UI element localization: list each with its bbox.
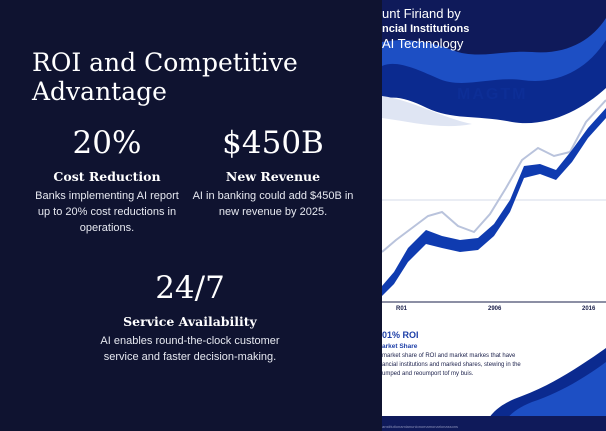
image-header-line: AI Technology: [382, 36, 464, 51]
caption-line: ancial institutions and marked shares, stewing in the: [382, 362, 521, 368]
watermark: MAGTM: [457, 86, 528, 103]
stat-cost-reduction: [28, 125, 186, 236]
stat-label: Cost Reduction: [53, 169, 161, 184]
stat-description: Banks implementing AI report up to 20% cost reductions in operations.: [35, 190, 179, 234]
stat-new-revenue: [192, 125, 354, 220]
image-header-line: ncial Institutions: [382, 23, 470, 35]
stat-label: New Revenue: [225, 169, 321, 184]
stat-service-availability: [100, 270, 280, 365]
axis-tick-label: 2016: [582, 306, 596, 312]
stat-description: AI enables round-the-clock customer service and faster decision-making.: [100, 335, 280, 363]
stat-value: 24/7: [155, 270, 225, 306]
axis-tick-label: R01: [396, 306, 408, 312]
caption-line: umped and reoumport tof my buis.: [382, 371, 474, 377]
caption-line: market share of ROI and market markes that have: [382, 353, 516, 359]
stat-label: Service Availability: [123, 314, 257, 329]
stat-value: 20%: [72, 125, 142, 161]
stat-value: $450B: [222, 125, 324, 161]
caption-subtitle: arket Share: [382, 343, 418, 350]
slide-title: ROI and Competitive Advantage: [32, 48, 298, 106]
caption-title: 01% ROI: [382, 330, 419, 340]
stat-description: AI in banking could add $450B in new revenue by 2025.: [192, 190, 354, 218]
image-header-line: unt Firiand by: [382, 6, 461, 21]
image-footer-text: anstitutionamianunionomamonarionassons: [382, 424, 459, 429]
watermark: TM: [512, 372, 534, 386]
infographic-image: [382, 0, 606, 431]
axis-tick-label: 2906: [488, 306, 502, 312]
